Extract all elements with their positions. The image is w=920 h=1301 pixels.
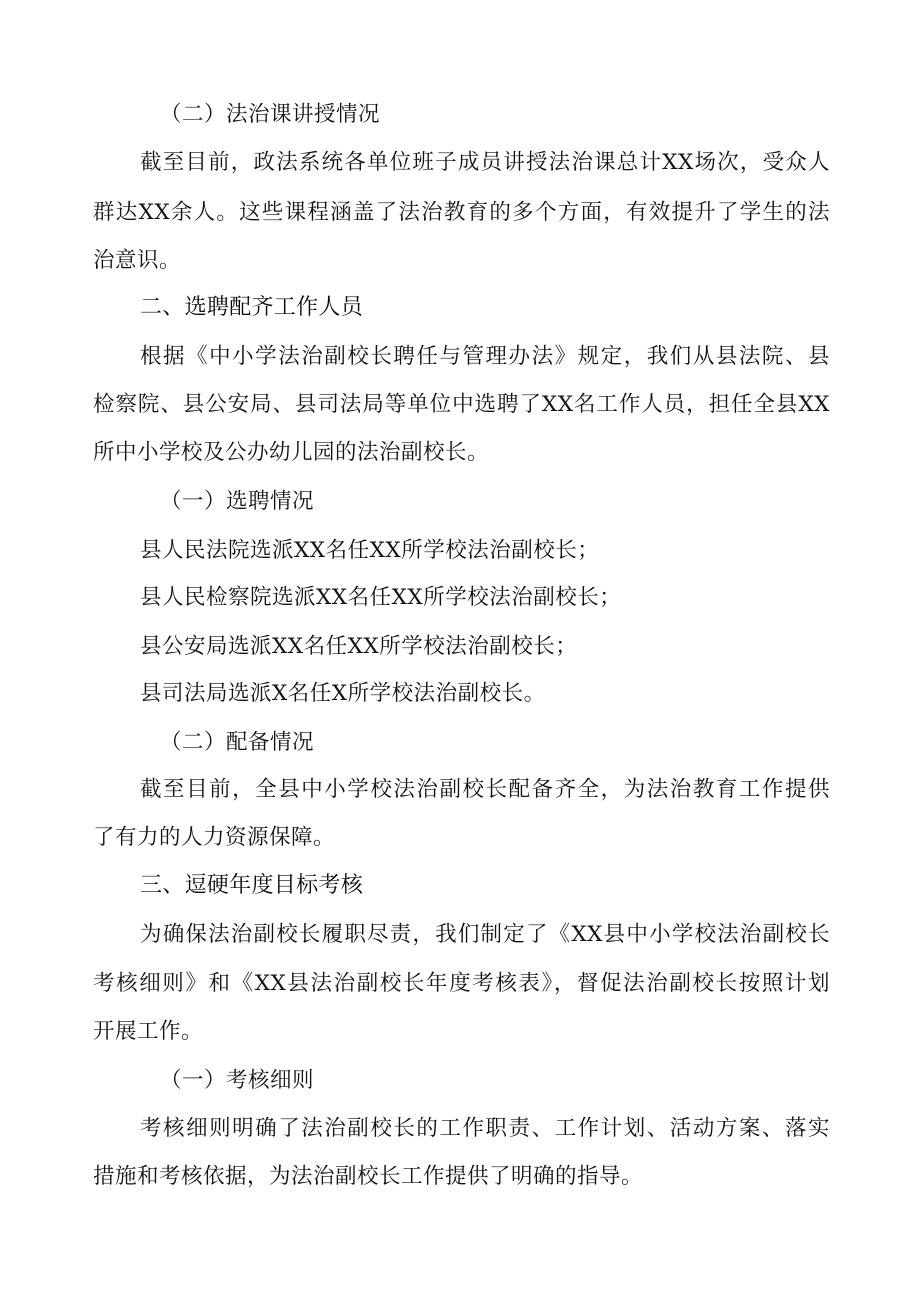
paragraph-selection-line-1: 根据《中小学法治副校长聘任与管理办法》规定，我们从县法院、县 xyxy=(140,344,830,369)
paragraph-assessment-line-1: 为确保法治副校长履职尽责，我们制定了《XX县中小学校法治副校长 xyxy=(140,922,830,947)
paragraph-selection-line-3: 所中小学校及公办幼儿园的法治副校长。 xyxy=(93,440,490,465)
section-heading-2: 二、选聘配齐工作人员 xyxy=(140,295,364,320)
paragraph-assessment-line-2: 考核细则》和《XX县法治副校长年度考核表》，督促法治副校长按照计划 xyxy=(93,971,830,996)
paragraph-staffing-line-1: 截至目前，全县中小学校法治副校长配备齐全，为法治教育工作提供 xyxy=(140,777,830,802)
selection-item-police: 县公安局选派XX名任XX所学校法治副校长； xyxy=(140,634,578,659)
paragraph-lectures-line-1: 截至目前，政法系统各单位班子成员讲授法治课总计XX场次，受众人 xyxy=(140,150,830,175)
paragraph-selection-line-2: 检察院、县公安局、县司法局等单位中选聘了XX名工作人员，担任全县XX xyxy=(93,392,830,417)
subsection-title-selection: （一）选聘情况 xyxy=(160,489,315,514)
paragraph-rules-line-2: 措施和考核依据，为法治副校长工作提供了明确的指导。 xyxy=(93,1164,644,1189)
selection-item-procuratorate: 县人民检察院选派XX名任XX所学校法治副校长； xyxy=(140,585,622,610)
subsection-title-staffing: （二）配备情况 xyxy=(160,730,315,755)
selection-item-justice: 县司法局选派X名任X所学校法治副校长。 xyxy=(140,681,546,706)
paragraph-assessment-line-3: 开展工作。 xyxy=(93,1019,204,1044)
subsection-title-rules: （一）考核细则 xyxy=(160,1068,315,1093)
paragraph-rules-line-1: 考核细则明确了法治副校长的工作职责、工作计划、活动方案、落实 xyxy=(140,1116,830,1141)
subsection-title-lectures: （二）法治课讲授情况 xyxy=(160,102,381,127)
paragraph-lectures-line-2: 群达XX余人。这些课程涵盖了法治教育的多个方面，有效提升了学生的法 xyxy=(93,200,830,225)
section-heading-3: 三、逗硬年度目标考核 xyxy=(140,873,364,898)
selection-item-court: 县人民法院选派XX名任XX所学校法治副校长； xyxy=(140,538,600,563)
paragraph-lectures-line-3: 治意识。 xyxy=(93,248,182,273)
paragraph-staffing-line-2: 了有力的人力资源保障。 xyxy=(93,825,336,850)
